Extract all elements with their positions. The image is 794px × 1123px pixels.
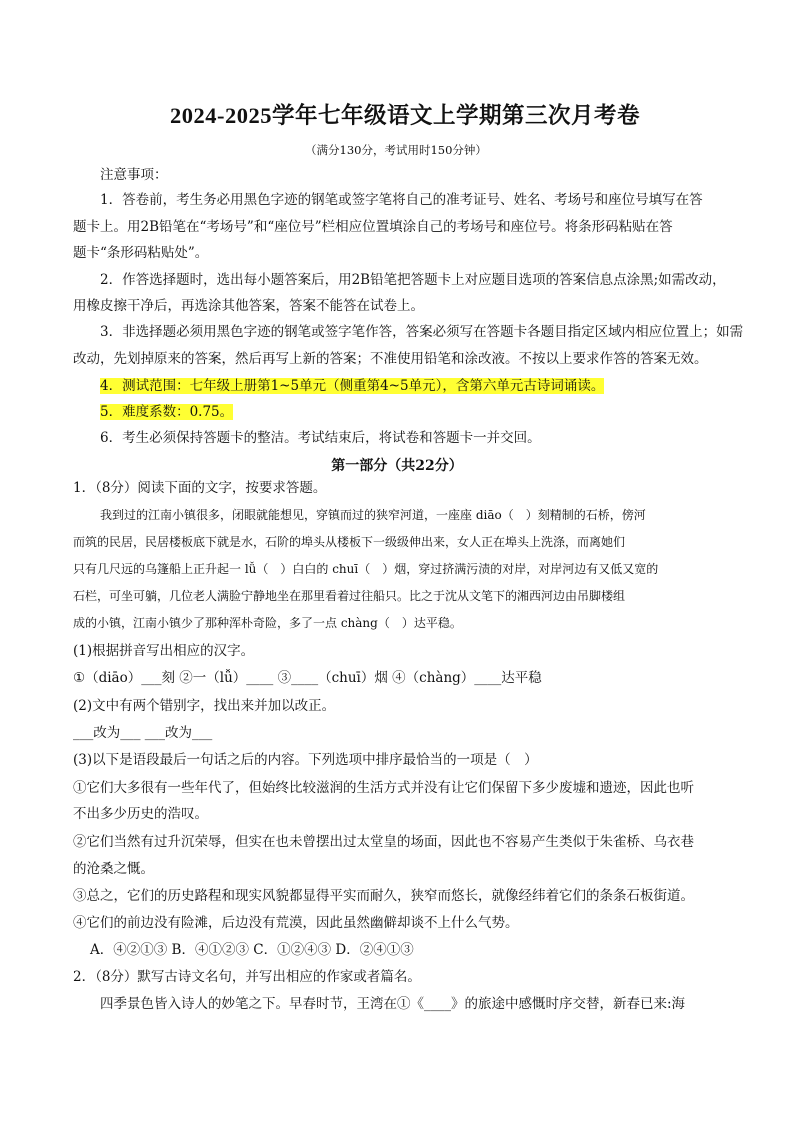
notice-line: 6．考生必须保持答题卡的整洁。考试结束后，将试卷和答题卡一并交回。	[100, 430, 541, 446]
option-text: ①它们大多很有一些年代了，但始终比较滋润的生活方式并没有让它们保留下多少废墟和遗迹，因此也听	[73, 780, 694, 796]
passage-line: 而筑的民居，民居楼板底下就是水，石阶的埠头从楼板下一级级伸出来，女人正在埠头上洗涤，而离她们	[73, 535, 626, 549]
exam-title: 2024-2025学年七年级语文上学期第三次月考卷	[170, 103, 640, 128]
question-stem: 2．（8分）默写古诗文名句，并写出相应的作家或者篇名。	[73, 969, 421, 985]
option-text: ③总之，它们的历史路程和现实风貌都显得平实而耐久，狭窄而悠长，就像经纬着它们的条条石板街道。	[73, 888, 694, 904]
option-text: 的沧桑之慨。	[73, 861, 154, 877]
part-heading: 第一部分（共22分）	[331, 458, 463, 474]
notice-line-highlighted	[100, 403, 233, 421]
sub-question: (3)以下是语段最后一句话之后的内容。下列选项中排序最恰当的一项是（ ）	[73, 752, 538, 768]
notice-line: 3．非选择题必须用黑色字迹的钢笔或签字笔作答，答案必须写在答题卡各题目指定区域内相应位置上；如需	[100, 324, 744, 340]
notice-line: 题卡上。用2B铅笔在“考场号”和“座位号”栏相应位置填涂自己的考场号和座位号。将条形码粘贴在答	[73, 219, 673, 235]
answer-blanks: ___改为___ ___改为___	[73, 725, 213, 741]
notice-line: 题卡“条形码粘贴处”。	[73, 245, 209, 261]
notice-line: 2．作答选择题时，选出每小题答案后，用2B铅笔把答题卡上对应题目选项的答案信息点涂黑;如需改动，	[100, 272, 726, 288]
answer-choices: A．④②①③ B．④①②③ C．①②④③ D．②④①③	[90, 942, 414, 958]
highlight: 4．测试范围：七年级上册第1~5单元（侧重第4~5单元），含第六单元古诗词诵读。	[100, 378, 605, 394]
passage-line: 石栏，可坐可躺，几位老人满脸宁静地坐在那里看着过往船只。比之于沈从文笔下的湘西河边由吊脚楼组	[73, 589, 626, 603]
sub-question: (1)根据拼音写出相应的汉字。	[73, 643, 255, 659]
option-text: ②它们当然有过升沉荣辱，但实在也未曾摆出过太堂皇的场面，因此也不容易产生类似于朱雀桥、乌衣巷	[73, 834, 694, 850]
notice-line: 改动，先划掉原来的答案，然后再写上新的答案；不准使用铅笔和涂改液。不按以上要求作答的答案无效。	[73, 351, 708, 367]
notice-heading: 注意事项：	[100, 167, 168, 183]
option-text: 不出多少历史的浩叹。	[73, 806, 208, 822]
notice-line-highlighted	[100, 377, 604, 395]
notice-line: 用橡皮擦干净后，再选涂其他答案，答案不能答在试卷上。	[73, 298, 424, 314]
passage-line: 我到过的江南小镇很多，闭眼就能想见，穿镇而过的狭窄河道，一座座 diāo（ ）刻精制的石桥，傍河	[100, 508, 646, 522]
passage-line: 只有几尺远的乌篷船上正升起一 lǚ（ ）白白的 chuī（ ）烟，穿过挤满污渍的对岸，对岸河边有又低又宽的	[73, 562, 659, 576]
passage-line: 成的小镇，江南小镇少了那种浑朴奇险，多了一点 chàng（ ）达平稳。	[73, 616, 462, 630]
option-text: ④它们的前边没有险滩，后边没有荒漠，因此虽然幽僻却谈不上什么气势。	[73, 915, 519, 931]
question-stem: 1．（8分）阅读下面的文字，按要求答题。	[73, 480, 327, 496]
question-text: 四季景色皆入诗人的妙笔之下。早春时节，王湾在①《____》的旅途中感慨时序交替，新春已来:海	[100, 996, 686, 1012]
sub-question: (2)文中有两个错别字，找出来并加以改正。	[73, 698, 336, 714]
answer-blanks: ①（diāo）___刻 ②一（lǚ）____ ③____（chuī）烟 ④（chàng）____达平稳	[73, 670, 542, 686]
notice-line: 1．答卷前，考生务必用黑色字迹的钢笔或签字笔将自己的准考证号、姓名、考场号和座位号填写在答	[100, 192, 703, 208]
exam-subtitle: （满分130分，考试用时150分钟）	[305, 143, 487, 157]
highlight: 5．难度系数：0.75。	[100, 404, 234, 420]
